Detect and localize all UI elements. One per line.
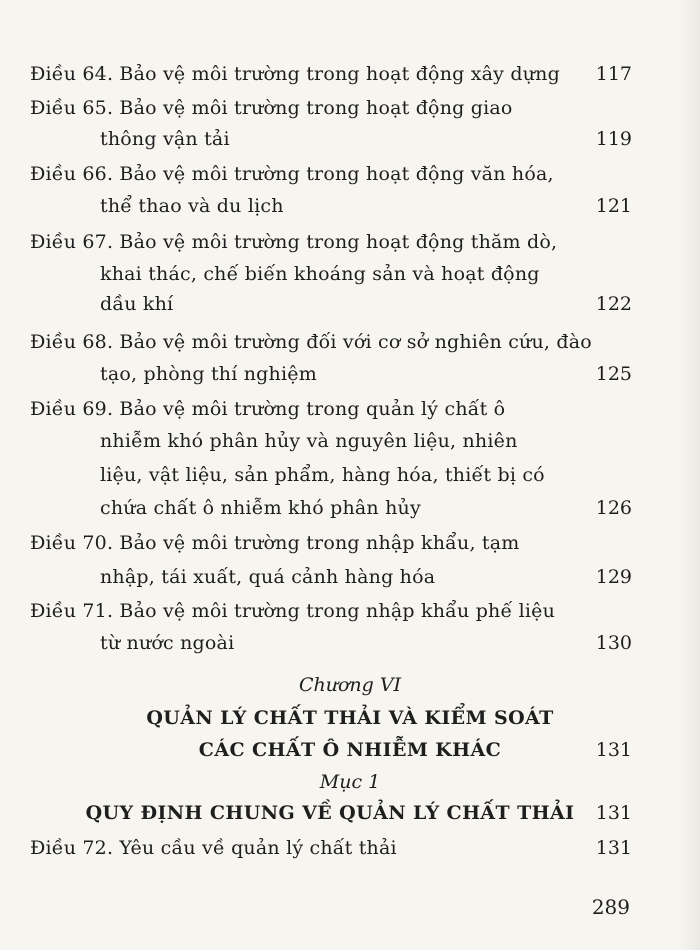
entry-text: Điều 69. Bảo vệ môi trường trong quản lý chất ô: [30, 398, 506, 420]
entry-text: Điều 67. Bảo vệ môi trường trong hoạt động thăm dò,: [30, 231, 558, 253]
section-number: Mục 1: [319, 771, 381, 793]
chapter-number: Chương VI: [298, 674, 402, 696]
entry-text-continued: thể thao và du lịch: [100, 195, 284, 217]
entry-text-continued: từ nước ngoài: [100, 632, 235, 654]
entry-text: Điều 65. Bảo vệ môi trường trong hoạt động giao: [30, 97, 513, 119]
entry-text-continued: khai thác, chế biến khoáng sản và hoạt động: [100, 263, 540, 285]
section-title: QUY ĐỊNH CHUNG VỀ QUẢN LÝ CHẤT THẢI: [85, 802, 575, 824]
entry-text-continued: dầu khí: [100, 293, 174, 315]
entry-page-number: 125: [595, 363, 632, 385]
page-folio-number: 289: [591, 895, 630, 919]
entry-text: Điều 64. Bảo vệ môi trường trong hoạt động xây dựng: [30, 63, 560, 85]
entry-text-continued: chứa chất ô nhiễm khó phân hủy: [100, 497, 421, 519]
entry-text: Điều 70. Bảo vệ môi trường trong nhập khẩu, tạm: [30, 532, 520, 554]
section-page-number: 131: [595, 802, 632, 824]
entry-text: Điều 66. Bảo vệ môi trường trong hoạt động văn hóa,: [30, 163, 554, 185]
chapter-title-line-2: CÁC CHẤT Ô NHIỄM KHÁC: [198, 739, 502, 761]
entry-text: Điều 71. Bảo vệ môi trường trong nhập khẩu phế liệu: [30, 600, 556, 622]
entry-page-number: 117: [595, 63, 632, 85]
entry-text-continued: thông vận tải: [100, 128, 230, 150]
entry-text: Điều 68. Bảo vệ môi trường đối với cơ sở nghiên cứu, đào: [30, 331, 592, 353]
entry-text-continued: liệu, vật liệu, sản phẩm, hàng hóa, thiết bị có: [100, 464, 545, 486]
entry-page-number: 119: [595, 128, 632, 150]
entry-text-continued: tạo, phòng thí nghiệm: [100, 363, 317, 385]
chapter-page-number: 131: [595, 739, 632, 761]
entry-page-number: 130: [595, 632, 632, 654]
entry-page-number: 122: [595, 293, 632, 315]
entry-page-number: 126: [595, 497, 632, 519]
entry-page-number: 131: [595, 837, 632, 859]
entry-page-number: 129: [595, 566, 632, 588]
entry-page-number: 121: [595, 195, 632, 217]
chapter-title-line-1: QUẢN LÝ CHẤT THẢI VÀ KIỂM SOÁT: [146, 707, 554, 729]
entry-text-continued: nhiễm khó phân hủy và nguyên liệu, nhiên: [100, 430, 518, 452]
entry-text: Điều 72. Yêu cầu về quản lý chất thải: [30, 837, 397, 859]
entry-text-continued: nhập, tái xuất, quá cảnh hàng hóa: [100, 566, 436, 588]
